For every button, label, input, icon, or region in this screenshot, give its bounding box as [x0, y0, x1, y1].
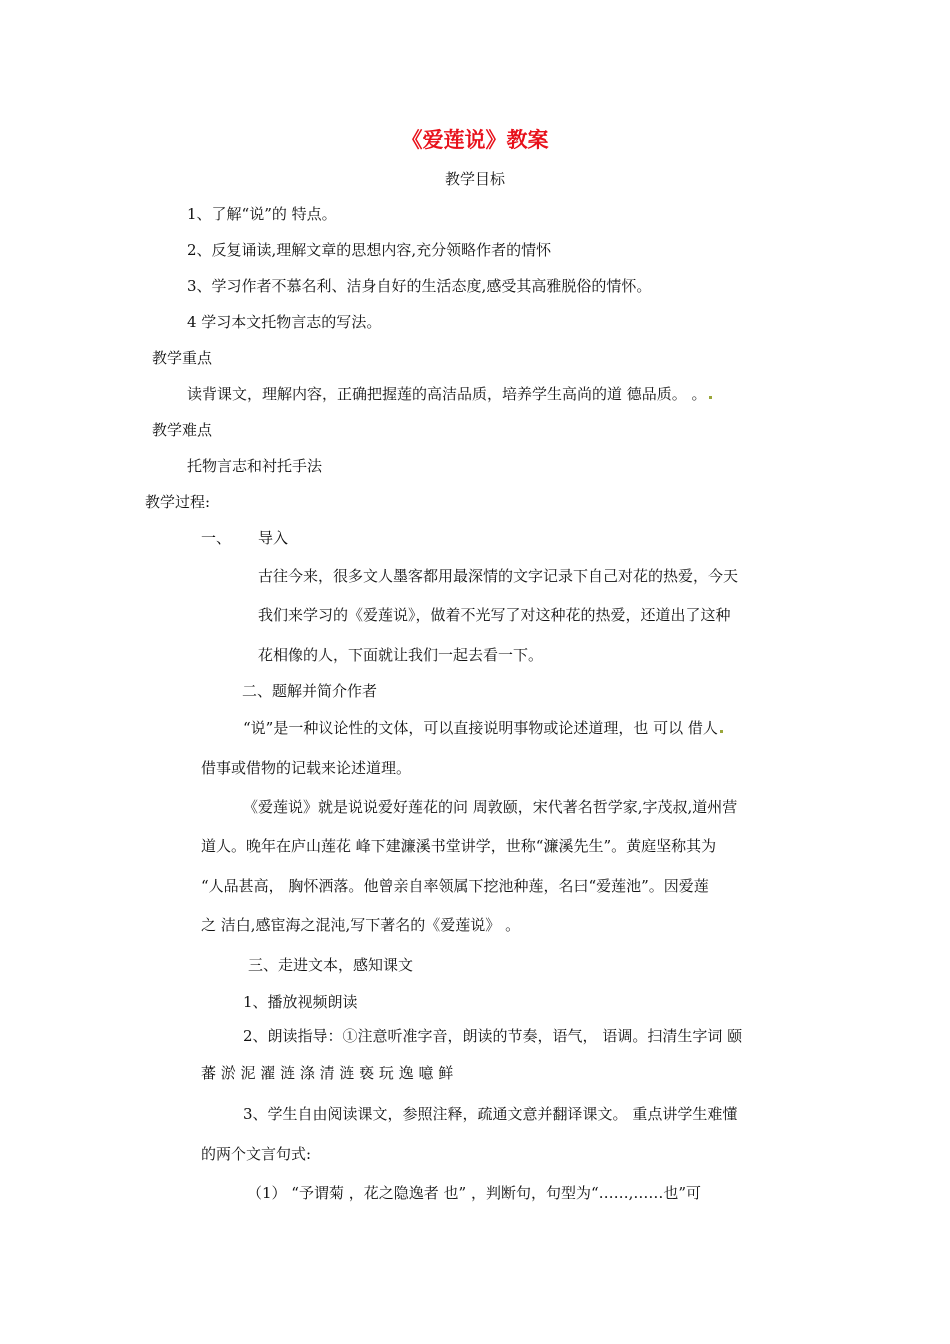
process-heading: 教学过程:: [145, 493, 211, 511]
section3-paragraph-line: 蕃 淤 泥 濯 涟 涤 清 涟 亵 玩 逸 噫 鲜: [201, 1064, 454, 1082]
section1-paragraph-line: 古往今来，很多文人墨客都用最深情的文字记录下自己对花的热爱，今天: [258, 567, 739, 585]
section1-number: 一、: [201, 529, 232, 547]
difficulties-text: 托物言志和衬托手法: [187, 457, 323, 475]
section3-paragraph-line: 3、学生自由阅读课文，参照注释，疏通文意并翻译课文。 重点讲学生难懂: [243, 1105, 738, 1123]
section2-paragraph-line: “说”是一种议论性的文体，可以直接说明事物或论述道理，也 可以 借人: [243, 718, 723, 738]
section2-paragraph-line: 道人。晚年在庐山莲花 峰下建濂溪书堂讲学，世称“濂溪先生”。黄庭坚称其为: [201, 837, 717, 855]
key-points-heading: 教学重点: [152, 349, 213, 367]
section1-paragraph-line: 我们来学习的《爱莲说》，做着不光写了对这种花的热爱，还道出了这种: [258, 606, 731, 624]
section2-title: 二、题解并简介作者: [242, 682, 378, 700]
section3-title: 三、走进文本，感知课文: [248, 956, 414, 974]
difficulties-heading: 教学难点: [152, 421, 213, 439]
objective-item: 4 学习本文托物言志的写法。: [187, 313, 382, 331]
section3-paragraph-line: 的两个文言句式:: [201, 1145, 312, 1163]
section1-title: 导入: [258, 529, 289, 547]
section2-paragraph-line: 之 洁白,感宦海之混沌,写下著名的《爱莲说》 。: [201, 916, 521, 934]
objective-item: 3、学习作者不慕名利、洁身自好的生活态度,感受其高雅脱俗的情怀。: [187, 277, 652, 295]
key-points-text: 读背课文，理解内容，正确把握莲的高洁品质，培养学生高尚的道 德品质。 。: [187, 384, 712, 404]
objectives-heading: 教学目标: [444, 170, 505, 188]
section2-paragraph-line: 借事或借物的记载来论述道理。: [201, 759, 412, 777]
section1-paragraph-line: 花相像的人，下面就让我们一起去看一下。: [258, 646, 544, 664]
objective-item: 2、反复诵读,理解文章的思想内容,充分领略作者的情怀: [187, 241, 552, 259]
section2-paragraph-line: “人品甚高， 胸怀洒落。他曾亲自率领属下挖池种莲，名曰“爱莲池”。因爱莲: [201, 877, 709, 895]
document-title: 《爱莲说》教案: [401, 128, 549, 152]
section3-paragraph-line: 2、朗读指导：①注意听准字音，朗读的节奏，语气， 语调。扫清生字词 颐: [243, 1027, 743, 1045]
objective-item: 1、了解“说”的 特点。: [187, 205, 337, 223]
section3-paragraph-line: （1） “予谓菊 ，花之隐逸者 也” ，判断句，句型为“……,……也”可: [247, 1184, 702, 1202]
section2-paragraph-line: 《爱莲说》就是说说爱好莲花的问 周敦颐，宋代著名哲学家,字茂叔,道州营: [243, 798, 738, 816]
section3-paragraph-line: 1、播放视频朗读: [243, 993, 358, 1011]
